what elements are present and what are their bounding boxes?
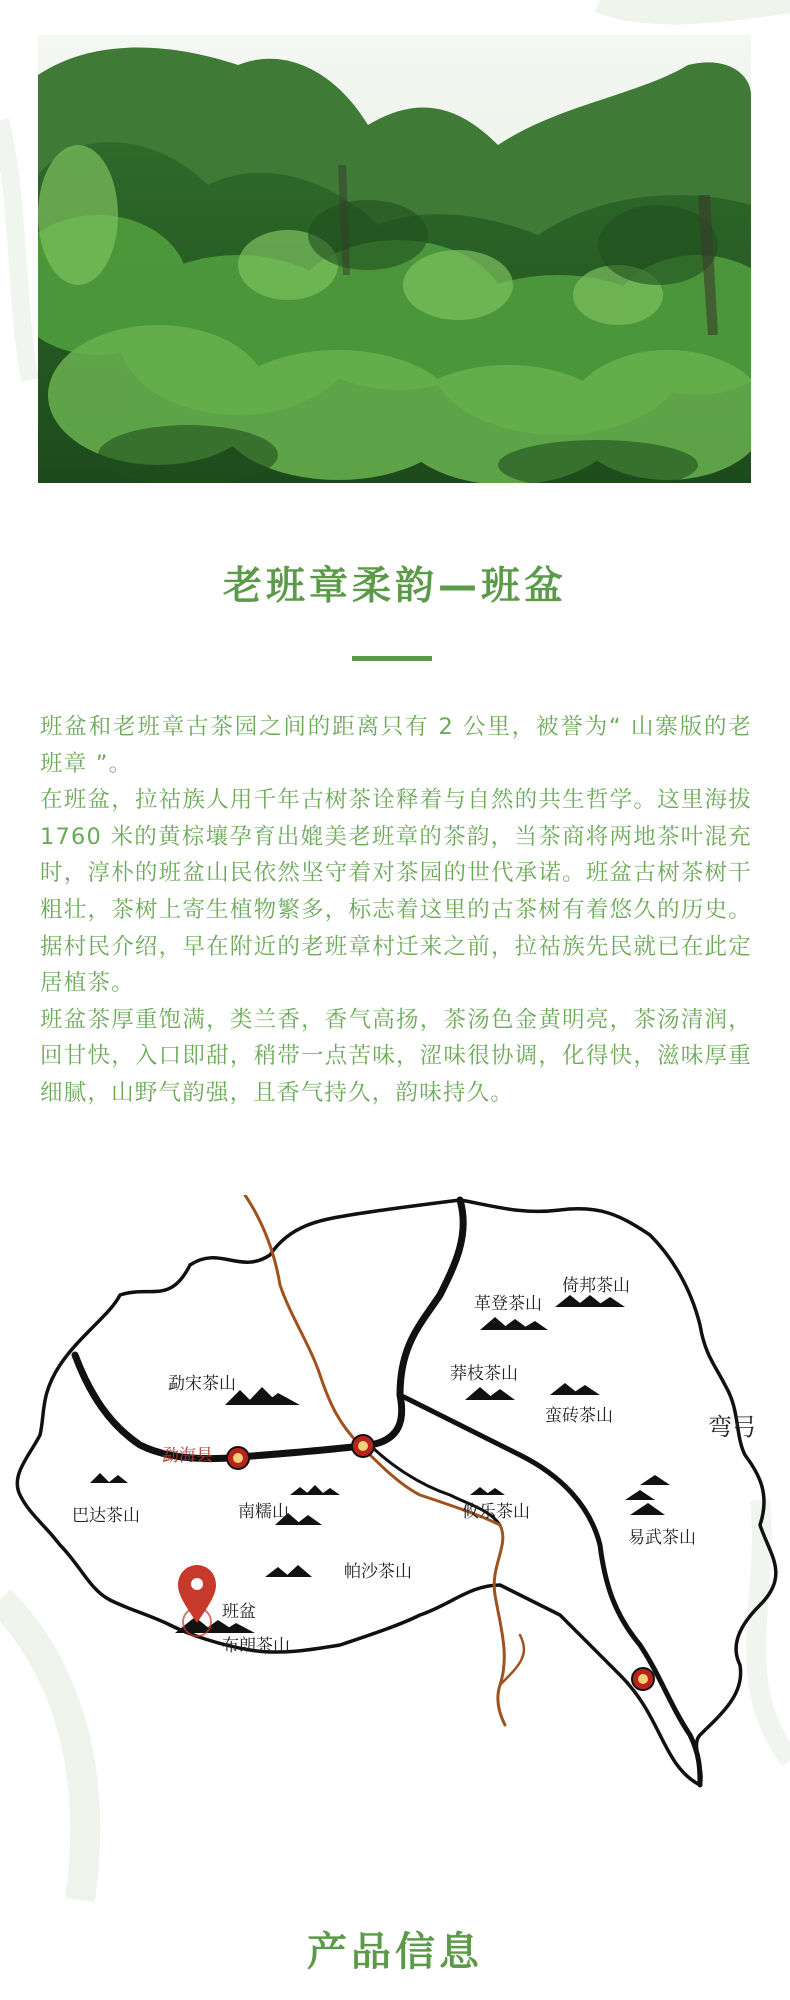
map-label-pasha: 帕沙茶山 xyxy=(344,1562,412,1582)
map-label-wangong: 弯弓 xyxy=(708,1413,756,1441)
map-label-banpen: 班盆 xyxy=(222,1602,256,1622)
town-dot-southeast xyxy=(632,1668,654,1690)
map-label-bada: 巴达茶山 xyxy=(72,1506,140,1526)
map-label-youle: 攸乐茶山 xyxy=(462,1502,530,1522)
map-label-menghai: 勐海县 xyxy=(162,1446,213,1466)
section-title: 老班章柔韵—班盆 xyxy=(222,564,567,609)
town-dot-junction xyxy=(352,1435,374,1457)
map-label-mengsong: 勐宋茶山 xyxy=(168,1374,236,1394)
tea-forest-photo xyxy=(38,35,751,483)
paragraph-3: 班盆茶厚重饱满，类兰香，香气高扬，茶汤色金黄明亮，茶汤清润，回甘快，入口即甜，稍带一点苦味，涩味很协调，化得快，滋味厚重细腻，山野气韵强，且香气持久，韵味持久。 xyxy=(40,1006,752,1106)
map-label-yiwu: 易武茶山 xyxy=(628,1528,696,1548)
paragraph-1: 班盆和老班章古茶园之间的距离只有 2 公里，被誉为“ 山寨版的老班章 ”。 xyxy=(40,714,752,777)
map-label-yibang: 倚邦茶山 xyxy=(562,1276,630,1296)
section-body xyxy=(40,709,752,1112)
paragraph-2: 在班盆，拉祜族人用千年古树茶诠释着与自然的共生哲学。这里海拔 1760 米的黄棕壤孕育出媲美老班章的茶韵，当茶商将两地茶叶混充时，淳朴的班盆山民依然坚守着对茶园的世代承诺。班盆古树茶树干粗壮，茶树上寄生植物繁多，标志着这里的古茶树有着悠久的历史。据村民介绍，早在附近的老班章村迁来之前，拉祜族先民就已在此定居植茶。 xyxy=(40,787,752,997)
map-label-nanuo: 南糯山 xyxy=(238,1502,289,1522)
tea-mountain-map xyxy=(0,1195,790,1805)
title-divider xyxy=(352,656,432,661)
town-dot-menghai xyxy=(227,1447,249,1469)
map-label-bulang: 布朗茶山 xyxy=(222,1636,290,1656)
map-label-manzhuan: 蛮砖茶山 xyxy=(545,1406,613,1426)
map-label-mangzhi: 莽枝茶山 xyxy=(450,1364,518,1384)
product-info-title: 产品信息 xyxy=(307,1929,483,1975)
map-outer-border xyxy=(17,1200,776,1785)
map-label-gedeng: 革登茶山 xyxy=(474,1294,542,1314)
